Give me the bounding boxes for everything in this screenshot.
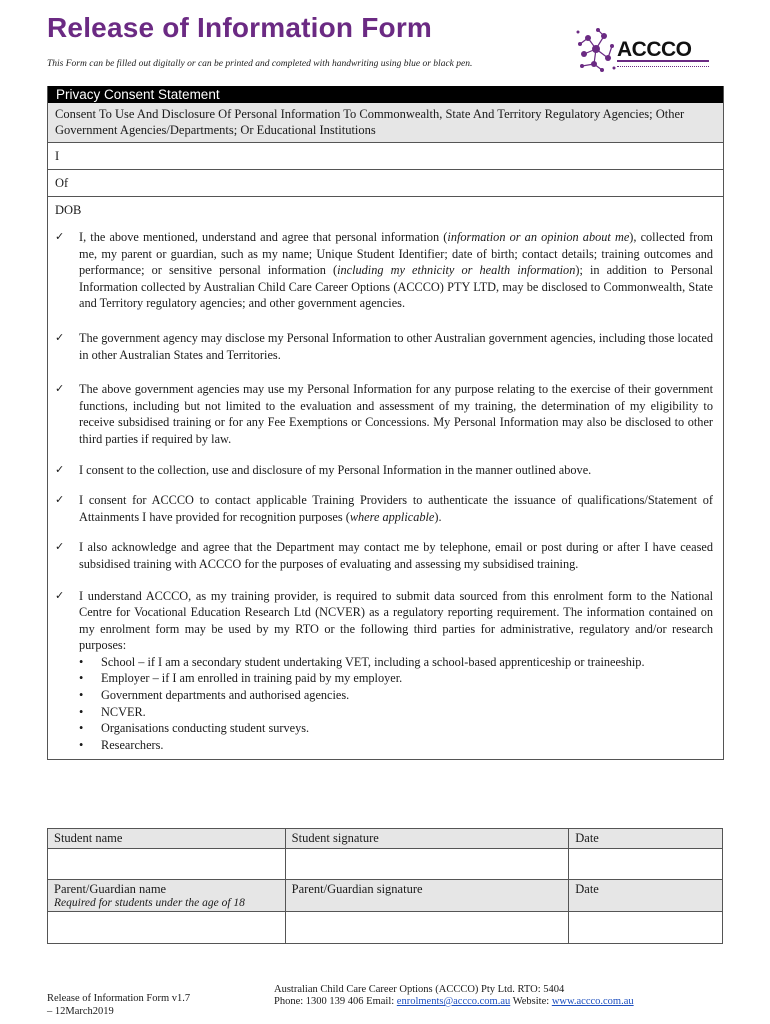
consent-item [55,229,713,312]
bullet-text: Organisations conducting student surveys. [101,721,310,736]
consent-text: I consent for ACCCO to contact applicable Training Providers to authenticate the issuance of qualifications/Statement of Attainments I have provided for recognition purposes (where applicable). [79,493,713,524]
name-field-row[interactable] [48,143,723,170]
student-signature-input[interactable] [285,849,569,880]
consent-item [55,381,713,447]
bullet-text: Government departments and authorised agencies. [101,688,350,703]
bullet-item [79,654,713,671]
name-field-label: I [55,149,60,163]
logo-wordmark: ACCCO [617,38,692,61]
email-link[interactable]: enrolments@accco.com.au [396,996,511,1007]
bullet-text: NCVER. [101,704,146,719]
form-title: Release of Information Form [47,12,433,43]
bullet-item [79,737,713,754]
student-signature-label: Student signature [285,829,569,849]
parent-date-label: Date [569,880,723,912]
consent-item [55,539,713,572]
bullet-text: School – if I am a secondary student undertaking VET, including a school-based apprenticeship or traineeship. [101,654,645,669]
parent-note: Required for students under the age of 18 [54,897,245,909]
bullet-icon: • [79,654,84,669]
parent-signature-label: Parent/Guardian signature [285,880,569,912]
consent-text: I understand ACCCO, as my training provider, is required to submit data sourced from this enrolment form to the National Centre for Vocational Education Research Ltd (NCVER) as a regulatory reporting requirement. The information contained on my enrolment form may be used by my RTO or the following third parties for administrative, regulatory and/or research purposes: • School – if I am a secondary student undertaking VET, including a school-based apprenticeship or traineeship. • Employer – if I am enrolled in training paid by my employer. • Government departments and authorised agencies. • NCVER. • Organisations conducting student surveys. • Researchers. [79,588,713,752]
parent-name-input[interactable] [48,912,286,944]
consent-items [48,225,723,759]
bullet-icon: • [79,721,84,736]
address-field-row[interactable] [48,170,723,197]
consent-item [55,588,713,754]
bullet-text: Researchers. [101,737,164,752]
consent-item [55,330,713,363]
logo-tagline [617,60,709,67]
consent-text: The government agency may disclose my Personal Information to other Australian government agencies, including those located in other Australian States and Territories. [79,330,713,362]
version-line: Release of Information Form v1.7 [47,993,191,1004]
date-label: Date [569,829,723,849]
bullet-text: Employer – if I am enrolled in training paid by my employer. [101,671,403,686]
checkmark-icon: ✓ [55,230,65,243]
consent-text: I also acknowledge and agree that the Department may contact me by telephone, email or post during or after I have ceased subsidised training with ACCCO for the purposes of evaluating and assessing my subsidised training. [79,540,713,571]
address-field-label: Of [55,176,69,190]
consent-text: The above government agencies may use my Personal Information for any purpose relating to the exercise of their government functions, including but not limited to the evaluation and assessment of my training, the determination of my eligibility to receive subsidised training or for any Fee Exemptions or Concessions. My Personal Information may also be disclosed to other third parties if required by law. [79,382,713,446]
bullet-icon: • [79,737,84,752]
privacy-consent-form [47,86,724,760]
phone-text: Phone: 1300 139 406 Email: [274,996,397,1007]
bullet-icon: • [79,671,84,686]
checkmark-icon: ✓ [55,540,65,554]
consent-heading: Consent To Use And Disclosure Of Personal Information To Commonwealth, State And Territory Regulatory Agencies; Other Government Agencies/Departments; Or Educational Institutions [48,103,723,143]
parent-name-cell [48,880,286,912]
bullet-item [79,687,713,704]
bullet-icon: • [79,704,84,719]
student-name-label: Student name [48,829,286,849]
dob-field-label: DOB [55,203,82,217]
bullet-item [79,720,713,737]
checkmark-icon: ✓ [55,330,65,344]
contact-line [274,996,634,1008]
consent-text: I consent to the collection, use and disclosure of my Personal Information in the manner outlined above. [79,462,592,477]
parent-name-label: Parent/Guardian name [54,882,167,896]
org-line: Australian Child Care Career Options (ACCCO) Pty Ltd. RTO: 5404 [274,984,565,995]
website-label: Website: [510,996,552,1007]
checkmark-icon: ✓ [55,588,65,602]
parent-signature-input[interactable] [285,912,569,944]
checkmark-icon: ✓ [55,493,65,507]
consent-item [55,492,713,525]
form-subtitle: This Form can be filled out digitally or can be printed and completed with handwriting using blue or black pen. [47,59,473,69]
date-input[interactable] [569,849,723,880]
consent-item [55,462,713,479]
footer-contact [274,984,634,1008]
student-name-input[interactable] [48,849,286,880]
checkmark-icon: ✓ [55,462,65,476]
bullet-item [79,670,713,687]
version-date: – 12March2019 [47,1006,114,1017]
dob-field-row[interactable] [48,197,723,225]
section-banner: Privacy Consent Statement [48,86,723,103]
bullet-item [79,704,713,721]
parent-date-input[interactable] [569,912,723,944]
footer-version [47,992,190,1018]
consent-text: I, the above mentioned, understand and agree that personal information (information or an opinion about me), collected from me, my parent or guardian, such as my name; Unique Student Identifier; date of birth; contact details; training outcomes and performance; or sensitive personal information (including my ethnicity or health information); in addition to Personal Information collected by Australian Child Care Career Options (ACCCO) PTY LTD, may be disclosed to Commonwealth, State and Territory regulatory agencies; and other government agencies. [79,230,713,311]
checkmark-icon: ✓ [55,382,65,396]
website-link[interactable]: www.accco.com.au [551,996,634,1007]
bullet-icon: • [79,688,84,703]
signature-table [47,828,723,944]
